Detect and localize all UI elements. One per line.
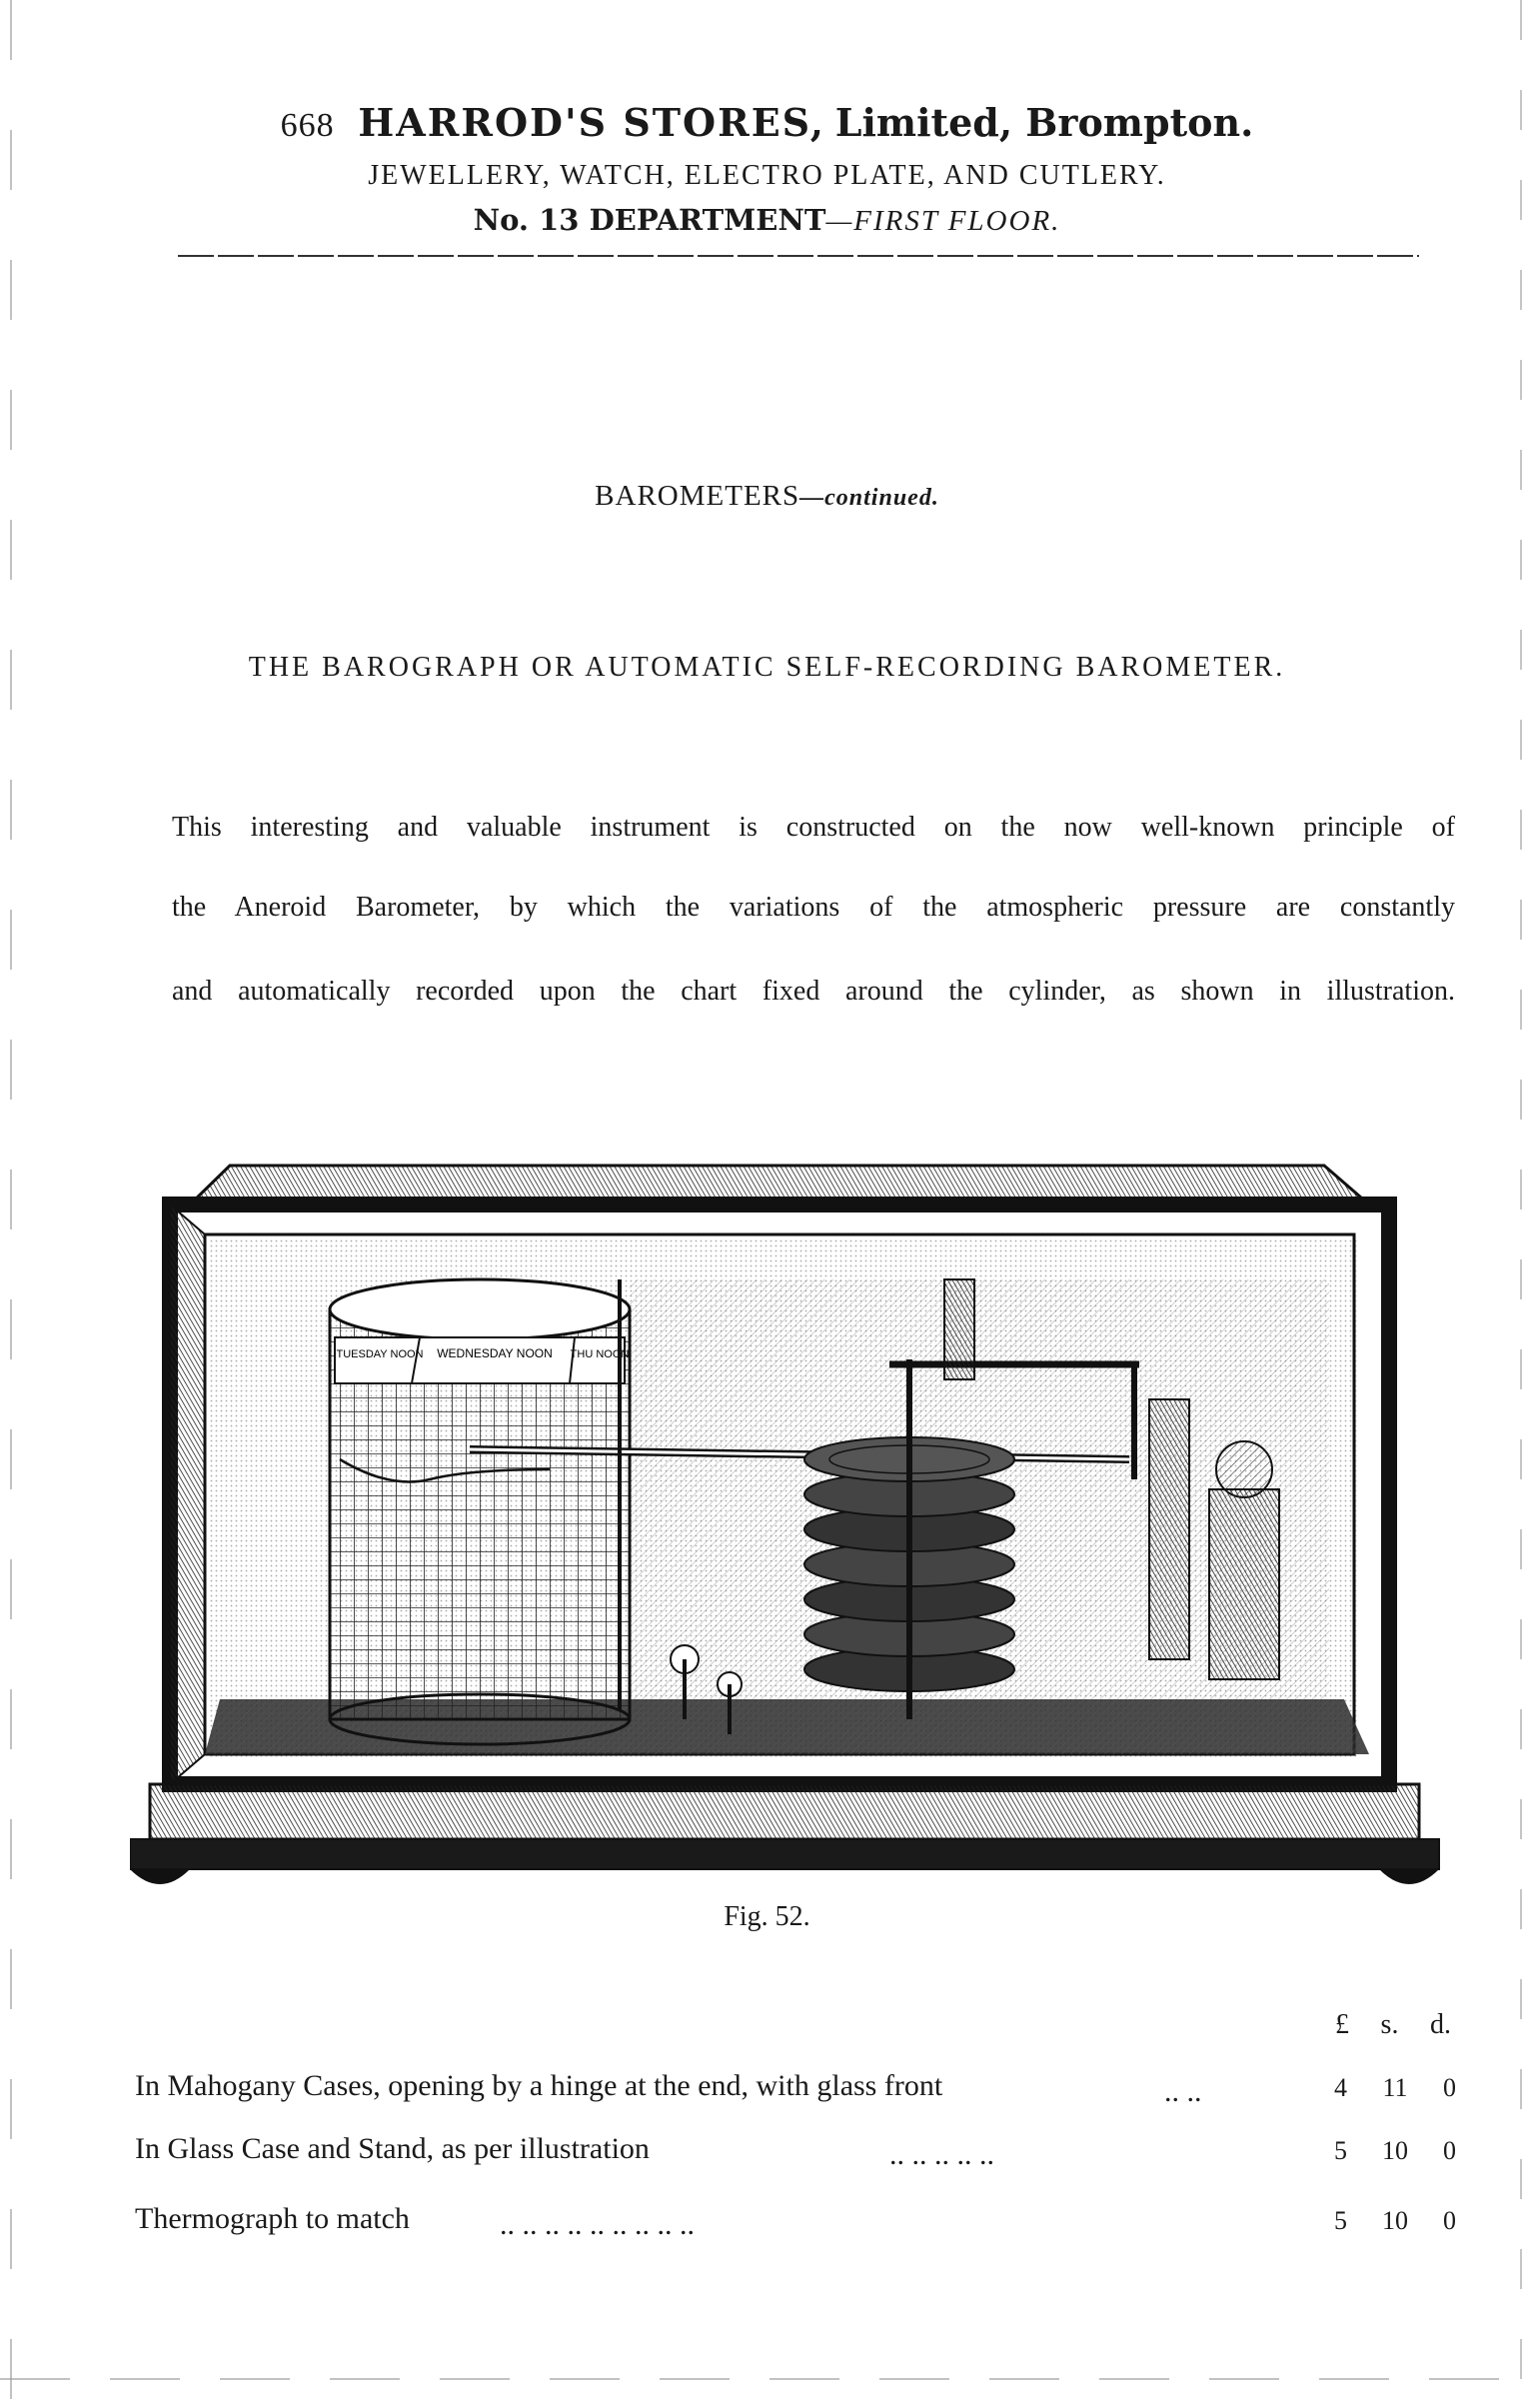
price-shillings: 11	[1382, 2073, 1408, 2102]
chart-label-wednesday: WEDNESDAY NOON	[437, 1346, 553, 1360]
item-description: In Mahogany Cases, opening by a hinge at the end, with glass front	[135, 2069, 943, 2102]
price-pence: 0	[1442, 2073, 1456, 2102]
page-edge-right	[1520, 0, 1522, 2408]
price-shillings: 10	[1382, 2136, 1408, 2165]
price-row	[135, 2069, 1454, 2109]
price-pounds: 5	[1334, 2136, 1347, 2165]
pence-header: d.	[1430, 2009, 1451, 2040]
page-edge-bottom	[0, 2378, 1534, 2380]
section-name: BAROMETERS	[595, 480, 800, 512]
chart-label-tuesday: TUESDAY NOON	[336, 1348, 424, 1360]
store-name: HARROD'S STORES,	[358, 100, 825, 145]
price-shillings: 10	[1382, 2206, 1408, 2235]
barograph-illustration	[130, 1160, 1459, 1899]
case-left-side	[170, 1204, 205, 1784]
pivot-post	[1149, 1399, 1189, 1659]
paragraph-line-3: and automatically recorded upon the chart fixed around the cylinder, as shown in illustration.	[172, 976, 1455, 1007]
price-pounds: 5	[1334, 2206, 1347, 2235]
figure-caption: Fig. 52.	[724, 1901, 810, 1932]
price-pence: 0	[1443, 2136, 1456, 2165]
item-description: Thermograph to match	[135, 2202, 410, 2235]
section-title	[0, 480, 1534, 513]
item-description: In Glass Case and Stand, as per illustration	[135, 2132, 650, 2165]
case-base	[150, 1784, 1419, 1839]
item-price	[1334, 2206, 1456, 2236]
clock-mechanism	[1209, 1441, 1279, 1679]
page-edge-left	[10, 0, 12, 2408]
shillings-header: s.	[1380, 2009, 1399, 2040]
department-floor: —FIRST FLOOR.	[825, 205, 1061, 237]
paragraph-line-1: This interesting and valuable instrument is constructed on the now well-known principle of	[172, 812, 1455, 843]
price-pounds: 4	[1334, 2073, 1347, 2102]
chart-label-thursday: THU NOON	[570, 1348, 630, 1360]
price-row	[135, 2202, 1454, 2242]
price-row	[135, 2132, 1454, 2172]
department-line	[0, 203, 1534, 238]
store-location: Limited, Brompton.	[834, 100, 1254, 145]
leader-dots: .. ..	[1164, 2075, 1202, 2108]
item-price	[1334, 2073, 1456, 2103]
article-title: THE BAROGRAPH OR AUTOMATIC SELF-RECORDING BAROMETER.	[248, 652, 1286, 683]
header-rule	[178, 255, 1419, 257]
page-header	[0, 98, 1534, 151]
currency-header	[1335, 2009, 1451, 2041]
page-number: 668	[280, 107, 335, 144]
pounds-header: £	[1335, 2009, 1349, 2040]
section-continued: —continued.	[799, 485, 939, 511]
department-number: No. 13 DEPARTMENT	[473, 203, 826, 237]
case-plinth	[130, 1839, 1439, 1869]
department-categories: JEWELLERY, WATCH, ELECTRO PLATE, AND CUTLERY.	[368, 160, 1166, 191]
price-pence: 0	[1443, 2206, 1456, 2235]
paragraph-line-2: the Aneroid Barometer, by which the variations of the atmospheric pressure are constantly	[172, 892, 1455, 923]
chart-day-band	[335, 1337, 625, 1383]
leader-dots: .. .. .. .. .. .. .. .. ..	[500, 2208, 695, 2241]
item-price	[1334, 2136, 1456, 2166]
leader-dots: .. .. .. .. ..	[889, 2138, 994, 2171]
